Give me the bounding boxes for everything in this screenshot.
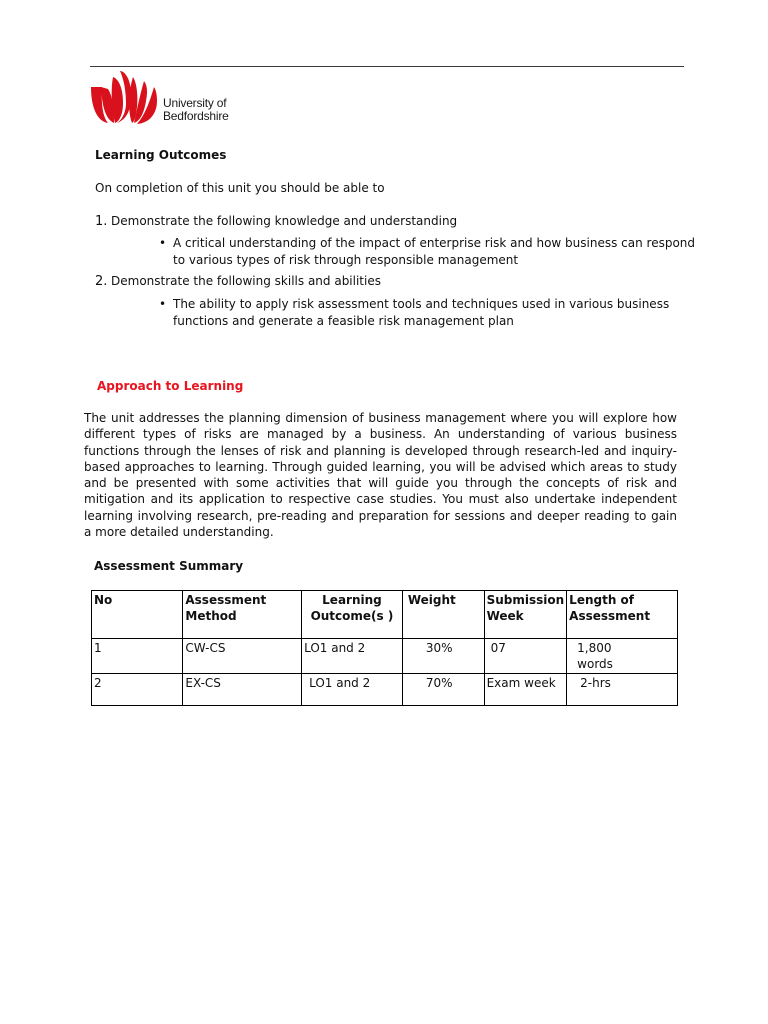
bullet-icon: • <box>159 236 167 250</box>
table-cell: 1 <box>92 639 183 674</box>
assessment-table <box>91 590 678 706</box>
column-header: No <box>92 591 183 639</box>
table-row <box>92 674 678 706</box>
outcome-item-2 <box>95 273 381 290</box>
university-logo <box>90 67 240 125</box>
table-cell: LO1 and 2 <box>302 674 403 706</box>
ub-logo-icon <box>90 67 162 125</box>
table-cell: LO1 and 2 <box>302 639 403 674</box>
column-header: Learning Outcome(s ) <box>302 591 403 639</box>
outcome-number: 2. <box>95 274 108 289</box>
table-header-row <box>92 591 678 639</box>
table-cell: 07 <box>484 639 567 674</box>
table-cell: 70% <box>402 674 484 706</box>
outcome-item-1 <box>95 213 457 230</box>
table-cell: 1,800 words <box>567 639 678 674</box>
outcome-bullet-2 <box>159 296 670 329</box>
column-header: Assessment Method <box>183 591 302 639</box>
bullet-line: A critical understanding of the impact of enterprise risk and how business can respond <box>173 236 696 250</box>
logo-wordmark <box>163 97 229 122</box>
table-cell: 30% <box>402 639 484 674</box>
bullet-line: to various types of risk through responsible management <box>173 252 519 267</box>
assessment-summary-heading: Assessment Summary <box>94 559 244 573</box>
learning-outcomes-heading: Learning Outcomes <box>95 148 227 162</box>
outcome-text: Demonstrate the following skills and abilities <box>111 274 381 288</box>
learning-outcomes-intro: On completion of this unit you should be able to <box>95 181 385 195</box>
column-header: Length of Assessment <box>567 591 678 639</box>
logo-line-2: Bedfordshire <box>163 108 229 123</box>
outcome-bullet-1 <box>159 235 696 268</box>
bullet-line: The ability to apply risk assessment tools and techniques used in various business <box>173 297 670 311</box>
outcome-text: Demonstrate the following knowledge and understanding <box>111 214 458 228</box>
logo-line-1: University of <box>163 96 227 110</box>
column-header: Weight <box>402 591 484 639</box>
approach-paragraph: The unit addresses the planning dimension of business management where you will explore how different types of risks are managed by a business. An understanding of various business functions through the lenses of risk and planning is developed through research-led and inquiry-based approaches to learning. Through guided learning, you will be advised which areas to study and be presented with some activities that will guide you through the concepts of risk and mitigation and its application to respective case studies. You must also undertake independent learning involving research, pre-reading and preparation for sessions and deeper reading to gain a more detailed understanding. <box>84 411 677 540</box>
bullet-line: functions and generate a feasible risk management plan <box>173 313 514 328</box>
outcome-number: 1. <box>95 214 108 229</box>
table-row <box>92 639 678 674</box>
approach-heading: Approach to Learning <box>97 379 244 393</box>
bullet-icon: • <box>159 297 167 311</box>
table-cell: EX-CS <box>183 674 302 706</box>
column-header: Submission Week <box>484 591 567 639</box>
table-cell: CW-CS <box>183 639 302 674</box>
table-cell: 2 <box>92 674 183 706</box>
table-cell: Exam week <box>484 674 567 706</box>
table-cell: 2-hrs <box>567 674 678 706</box>
